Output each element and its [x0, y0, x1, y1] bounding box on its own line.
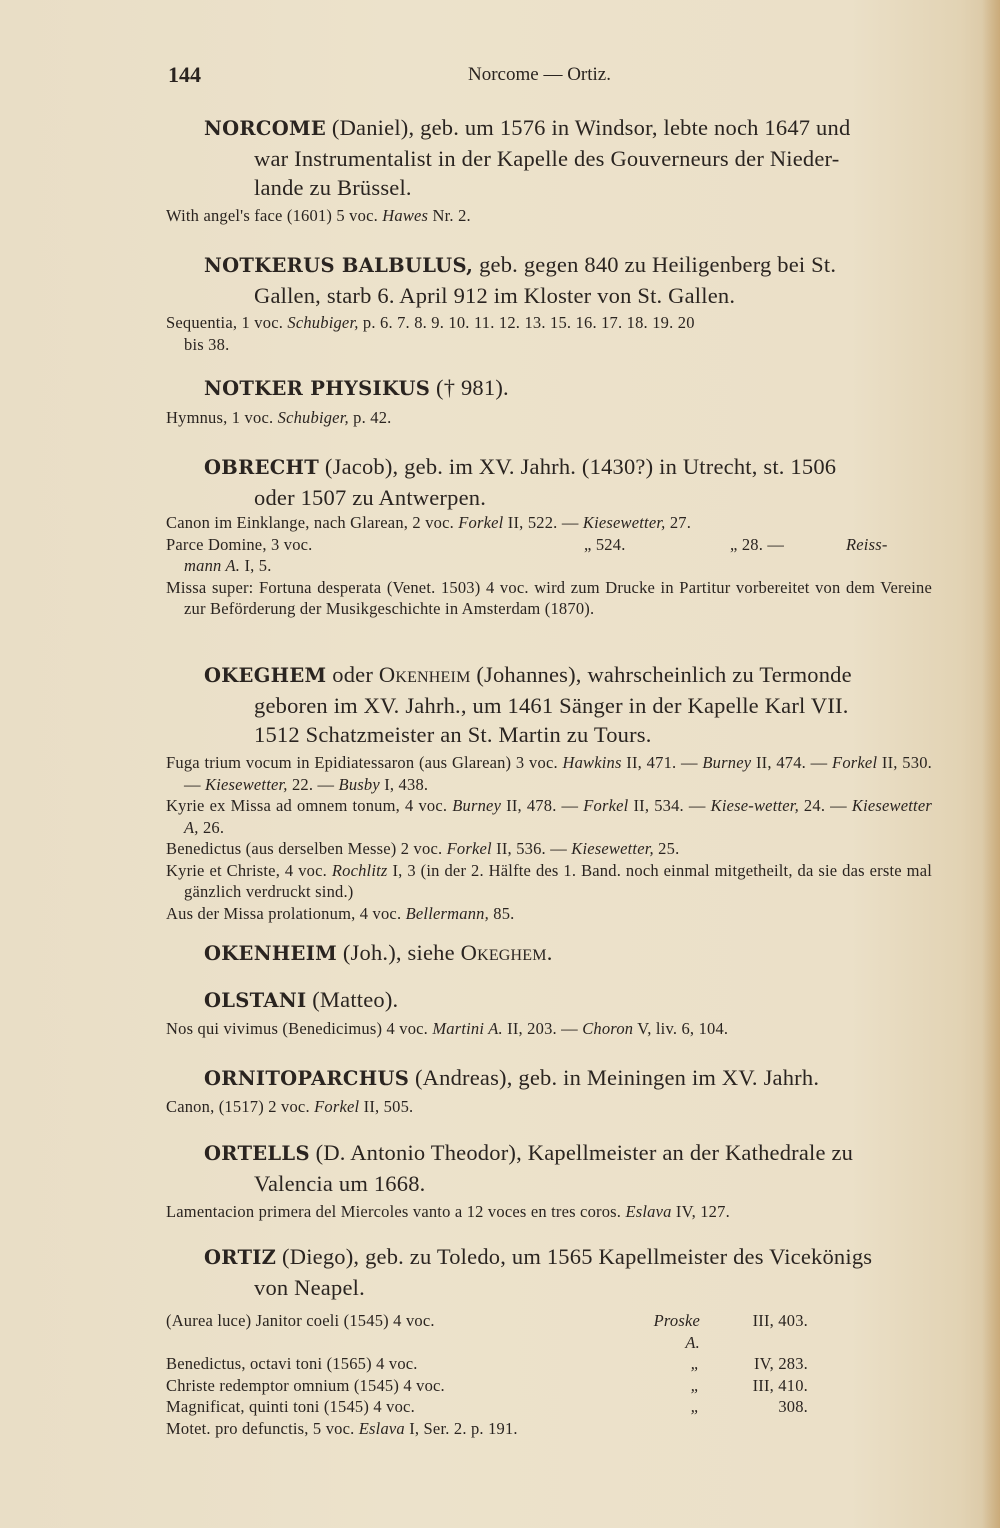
work-list-okeghem — [166, 752, 932, 924]
work-item: Magnificat, quinti toni (1545) 4 voc. „ 308. — [166, 1397, 808, 1416]
composer-name: ORNITOPARCHUS — [204, 1067, 410, 1090]
work-item: With angel's face (1601) 5 voc. Hawes Nr. 2. — [166, 206, 471, 225]
composer-name: NOTKERUS BALBULUS, — [204, 254, 474, 277]
work-list-ortiz — [166, 1310, 932, 1439]
work-list-notker — [166, 407, 932, 429]
work-item: Fuga trium vocum in Epidiatessaron (aus Glarean) 3 voc. Hawkins II, 471. — Burney II, 474. — Forkel II, 530. — Kiesewetter, 22. — Busby I, 438. — [166, 753, 932, 794]
entry-heading-ortiz: ORTIZ (Diego), geb. zu Toledo, um 1565 Kapellmeister des Vicekönigs von Neapel. — [204, 1244, 873, 1300]
page-number: 144 — [168, 62, 201, 87]
entry-heading-okenheim: OKENHEIM (Joh.), siehe Okeghem. — [204, 940, 553, 965]
work-list-ortells — [166, 1201, 932, 1223]
entry-heading-ortells: ORTELLS (D. Antonio Theodor), Kapellmeister an der Kathedrale zu Valencia um 1668. — [204, 1140, 854, 1196]
work-item: Kyrie et Christe, 4 voc. Rochlitz I, 3 (in der 2. Hälfte des 1. Band. noch einmal mitgetheilt, da sie das erste mal gänzlich verdruckt sind.) — [166, 860, 933, 901]
work-item: (Aurea luce) Janitor coeli (1545) 4 voc. Proske A. III, 403. — [166, 1311, 808, 1352]
work-list-norcome — [166, 205, 932, 227]
work-item: Missa super: Fortuna desperata (Venet. 1503) 4 voc. wird zum Drucke in Partitur vorbereitet von dem Vereine zur Beförderung der Musikgeschichte in Amsterdam (1870). — [166, 577, 932, 618]
work-item: Kyrie ex Missa ad omnem tonum, 4 voc. Burney II, 478. — Forkel II, 534. — Kiese-wetter, 24. — Kiesewetter A, 26. — [166, 796, 932, 837]
work-item: Benedictus, octavi toni (1565) 4 voc. „ IV, 283. — [166, 1354, 808, 1373]
entry-heading-notkerus: NOTKERUS BALBULUS, geb. gegen 840 zu Heiligenberg bei St. Gallen, starb 6. April 912 im Kloster von St. Gallen. — [204, 252, 837, 308]
entry-heading-norcome: NORCOME (Daniel), geb. um 1576 in Windsor, lebte noch 1647 und war Instrumentalist in der Kapelle des Gouverneurs der Nieder- lande zu Brüssel. — [204, 115, 851, 200]
composer-name: OKEGHEM — [204, 664, 327, 687]
work-item: Christe redemptor omnium (1545) 4 voc. „ III, 410. — [166, 1375, 808, 1395]
work-item: Parce Domine, 3 voc. „ 524. „ 28. — Reiss- — [166, 534, 888, 554]
composer-name: NOTKER PHYSIKUS — [204, 377, 431, 400]
composer-name: OLSTANI — [204, 989, 307, 1012]
work-list-olstani — [166, 1018, 932, 1040]
work-item: Canon, (1517) 2 voc. Forkel II, 505. — [166, 1097, 414, 1116]
composer-name: NORCOME — [204, 117, 327, 140]
entry-heading-okeghem: OKEGHEM oder Okenheim (Johannes), wahrscheinlich zu Termonde geboren im XV. Jahrh., um 1461 Sänger in der Kapelle Karl VII. 1512 Schatzmeister an St. Martin zu Tours. — [204, 662, 852, 747]
entry-heading-obrecht: OBRECHT (Jacob), geb. im XV. Jahrh. (1430?) in Utrecht, st. 1506 oder 1507 zu Antwerpen. — [204, 454, 837, 510]
work-list-notkerus: Sequentia, 1 voc. Schubiger, p. 6. 7. 8. 9. 10. 11. 12. 13. 15. 16. 17. 18. 19. 20 bis 38. — [166, 312, 932, 355]
page-edge-shading — [982, 0, 1000, 1528]
composer-name: ORTELLS — [204, 1142, 310, 1165]
work-item: Sequentia, 1 voc. Schubiger, p. 6. 7. 8. 9. 10. 11. 12. 13. 15. 16. 17. 18. 19. 20 — [166, 313, 695, 332]
work-item: Canon im Einklange, nach Glarean, 2 voc. Forkel II, 522. — Kiesewetter, 27. — [166, 513, 692, 532]
work-item: Hymnus, 1 voc. Schubiger, p. 42. — [166, 408, 392, 427]
work-item: Aus der Missa prolationum, 4 voc. Bellermann, 85. — [166, 903, 515, 923]
work-item: Motet. pro defunctis, 5 voc. Eslava I, Ser. 2. p. 191. — [166, 1418, 518, 1438]
work-item: Nos qui vivimus (Benedicimus) 4 voc. Martini A. II, 203. — Choron V, liv. 6, 104. — [166, 1019, 729, 1038]
entry-heading-olstani: OLSTANI (Matteo). — [204, 987, 399, 1012]
running-head: Norcome — Ortiz. — [468, 64, 611, 85]
work-list-obrecht: Canon im Einklange, nach Glarean, 2 voc. Forkel II, 522. — Kiesewetter, 27. Parce Domine, 3 voc. „ 524. „ 28. — Reiss- mann A. I, 5. Missa super: Fortuna desperata (Venet. 1503) 4 voc. wird zum Drucke in Partitur vorbereitet von dem Vereine zur Beförderung der Musikgeschichte in Amsterdam (1870). — [166, 513, 932, 618]
work-item: Lamentacion primera del Miercoles vanto a 12 voces en tres coros. Eslava IV, 127. — [166, 1202, 730, 1221]
work-list-ornitoparchus — [166, 1096, 932, 1118]
entry-heading-ornitoparchus: ORNITOPARCHUS (Andreas), geb. in Meiningen im XV. Jahrh. — [204, 1065, 820, 1090]
composer-name: OKENHEIM — [204, 942, 338, 965]
entry-heading-notker: NOTKER PHYSIKUS († 981). — [204, 375, 509, 400]
work-item: Benedictus (aus derselben Messe) 2 voc. Forkel II, 536. — Kiesewetter, 25. — [166, 839, 680, 858]
composer-name: OBRECHT — [204, 456, 320, 479]
composer-name: ORTIZ — [204, 1246, 277, 1269]
